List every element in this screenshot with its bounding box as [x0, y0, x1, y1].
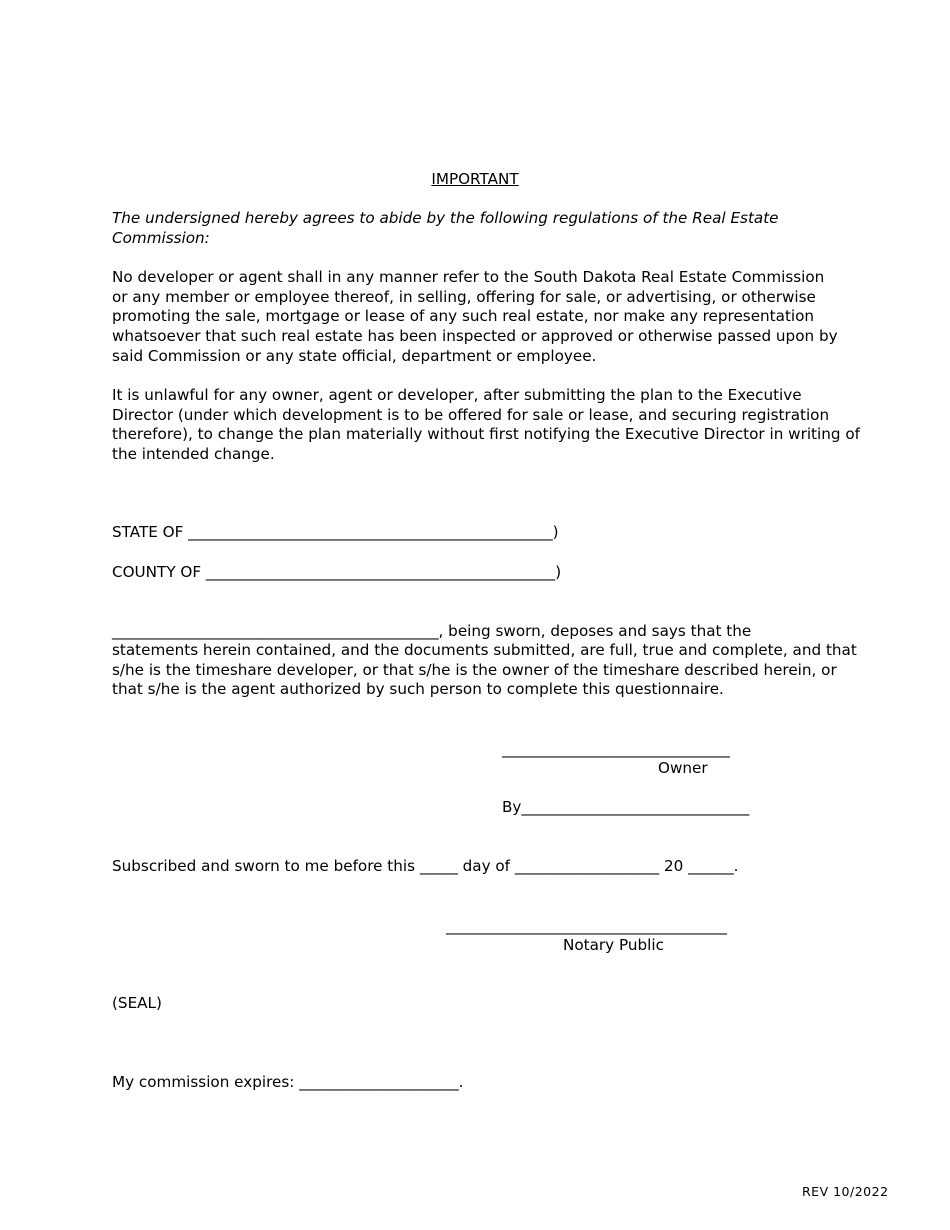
paragraph2-line: the intended change. — [112, 445, 275, 463]
by-signature-line[interactable]: By______________________________ — [502, 798, 750, 816]
heading-text: IMPORTANT — [431, 170, 519, 188]
commission-expires-field[interactable]: My commission expires: _____________________. — [112, 1073, 464, 1091]
seal-label: (SEAL) — [112, 994, 162, 1012]
paragraph1-line: said Commission or any state official, department or employee. — [112, 347, 597, 365]
paragraph1-line: No developer or agent shall in any manner refer to the South Dakota Real Estate Commission — [112, 268, 825, 286]
notary-signature-line[interactable]: _____________________________________ — [446, 917, 727, 935]
intro-text: The undersigned hereby agrees to abide by the following regulations of the Real Estate Commission: — [112, 209, 779, 247]
affidavit-line[interactable]: ___________________________________________, being sworn, deposes and says that the — [112, 622, 752, 640]
revision-label: REV 10/2022 — [802, 1184, 889, 1199]
notary-label: Notary Public — [563, 936, 664, 954]
paragraph1-line: promoting the sale, mortgage or lease of any such real estate, nor make any representation — [112, 307, 815, 325]
affidavit-line: statements herein contained, and the documents submitted, are full, true and complete, and that — [112, 641, 857, 659]
paragraph2-line: Director (under which development is to be offered for sale or lease, and securing registration — [112, 406, 830, 424]
owner-signature-line[interactable]: ______________________________ — [502, 740, 730, 758]
owner-label: Owner — [658, 759, 708, 777]
county-field[interactable]: COUNTY OF ______________________________________________) — [112, 563, 562, 581]
subscribed-sworn-line[interactable]: Subscribed and sworn to me before this _____ day of ___________________ 20 ______. — [112, 857, 739, 875]
paragraph2-line: therefore), to change the plan materially without first notifying the Executive Director in writing of — [112, 425, 860, 443]
state-field[interactable]: STATE OF ________________________________________________) — [112, 523, 559, 541]
heading — [0, 170, 950, 190]
paragraph1-line: whatsoever that such real estate has been inspected or approved or otherwise passed upon by — [112, 327, 838, 345]
affidavit-line: s/he is the timeshare developer, or that s/he is the owner of the timeshare described herein, or — [112, 661, 837, 679]
paragraph2-line: It is unlawful for any owner, agent or developer, after submitting the plan to the Executive — [112, 386, 802, 404]
affidavit-line: that s/he is the agent authorized by such person to complete this questionnaire. — [112, 680, 724, 698]
paragraph1-line: or any member or employee thereof, in selling, offering for sale, or advertising, or otherwise — [112, 288, 816, 306]
